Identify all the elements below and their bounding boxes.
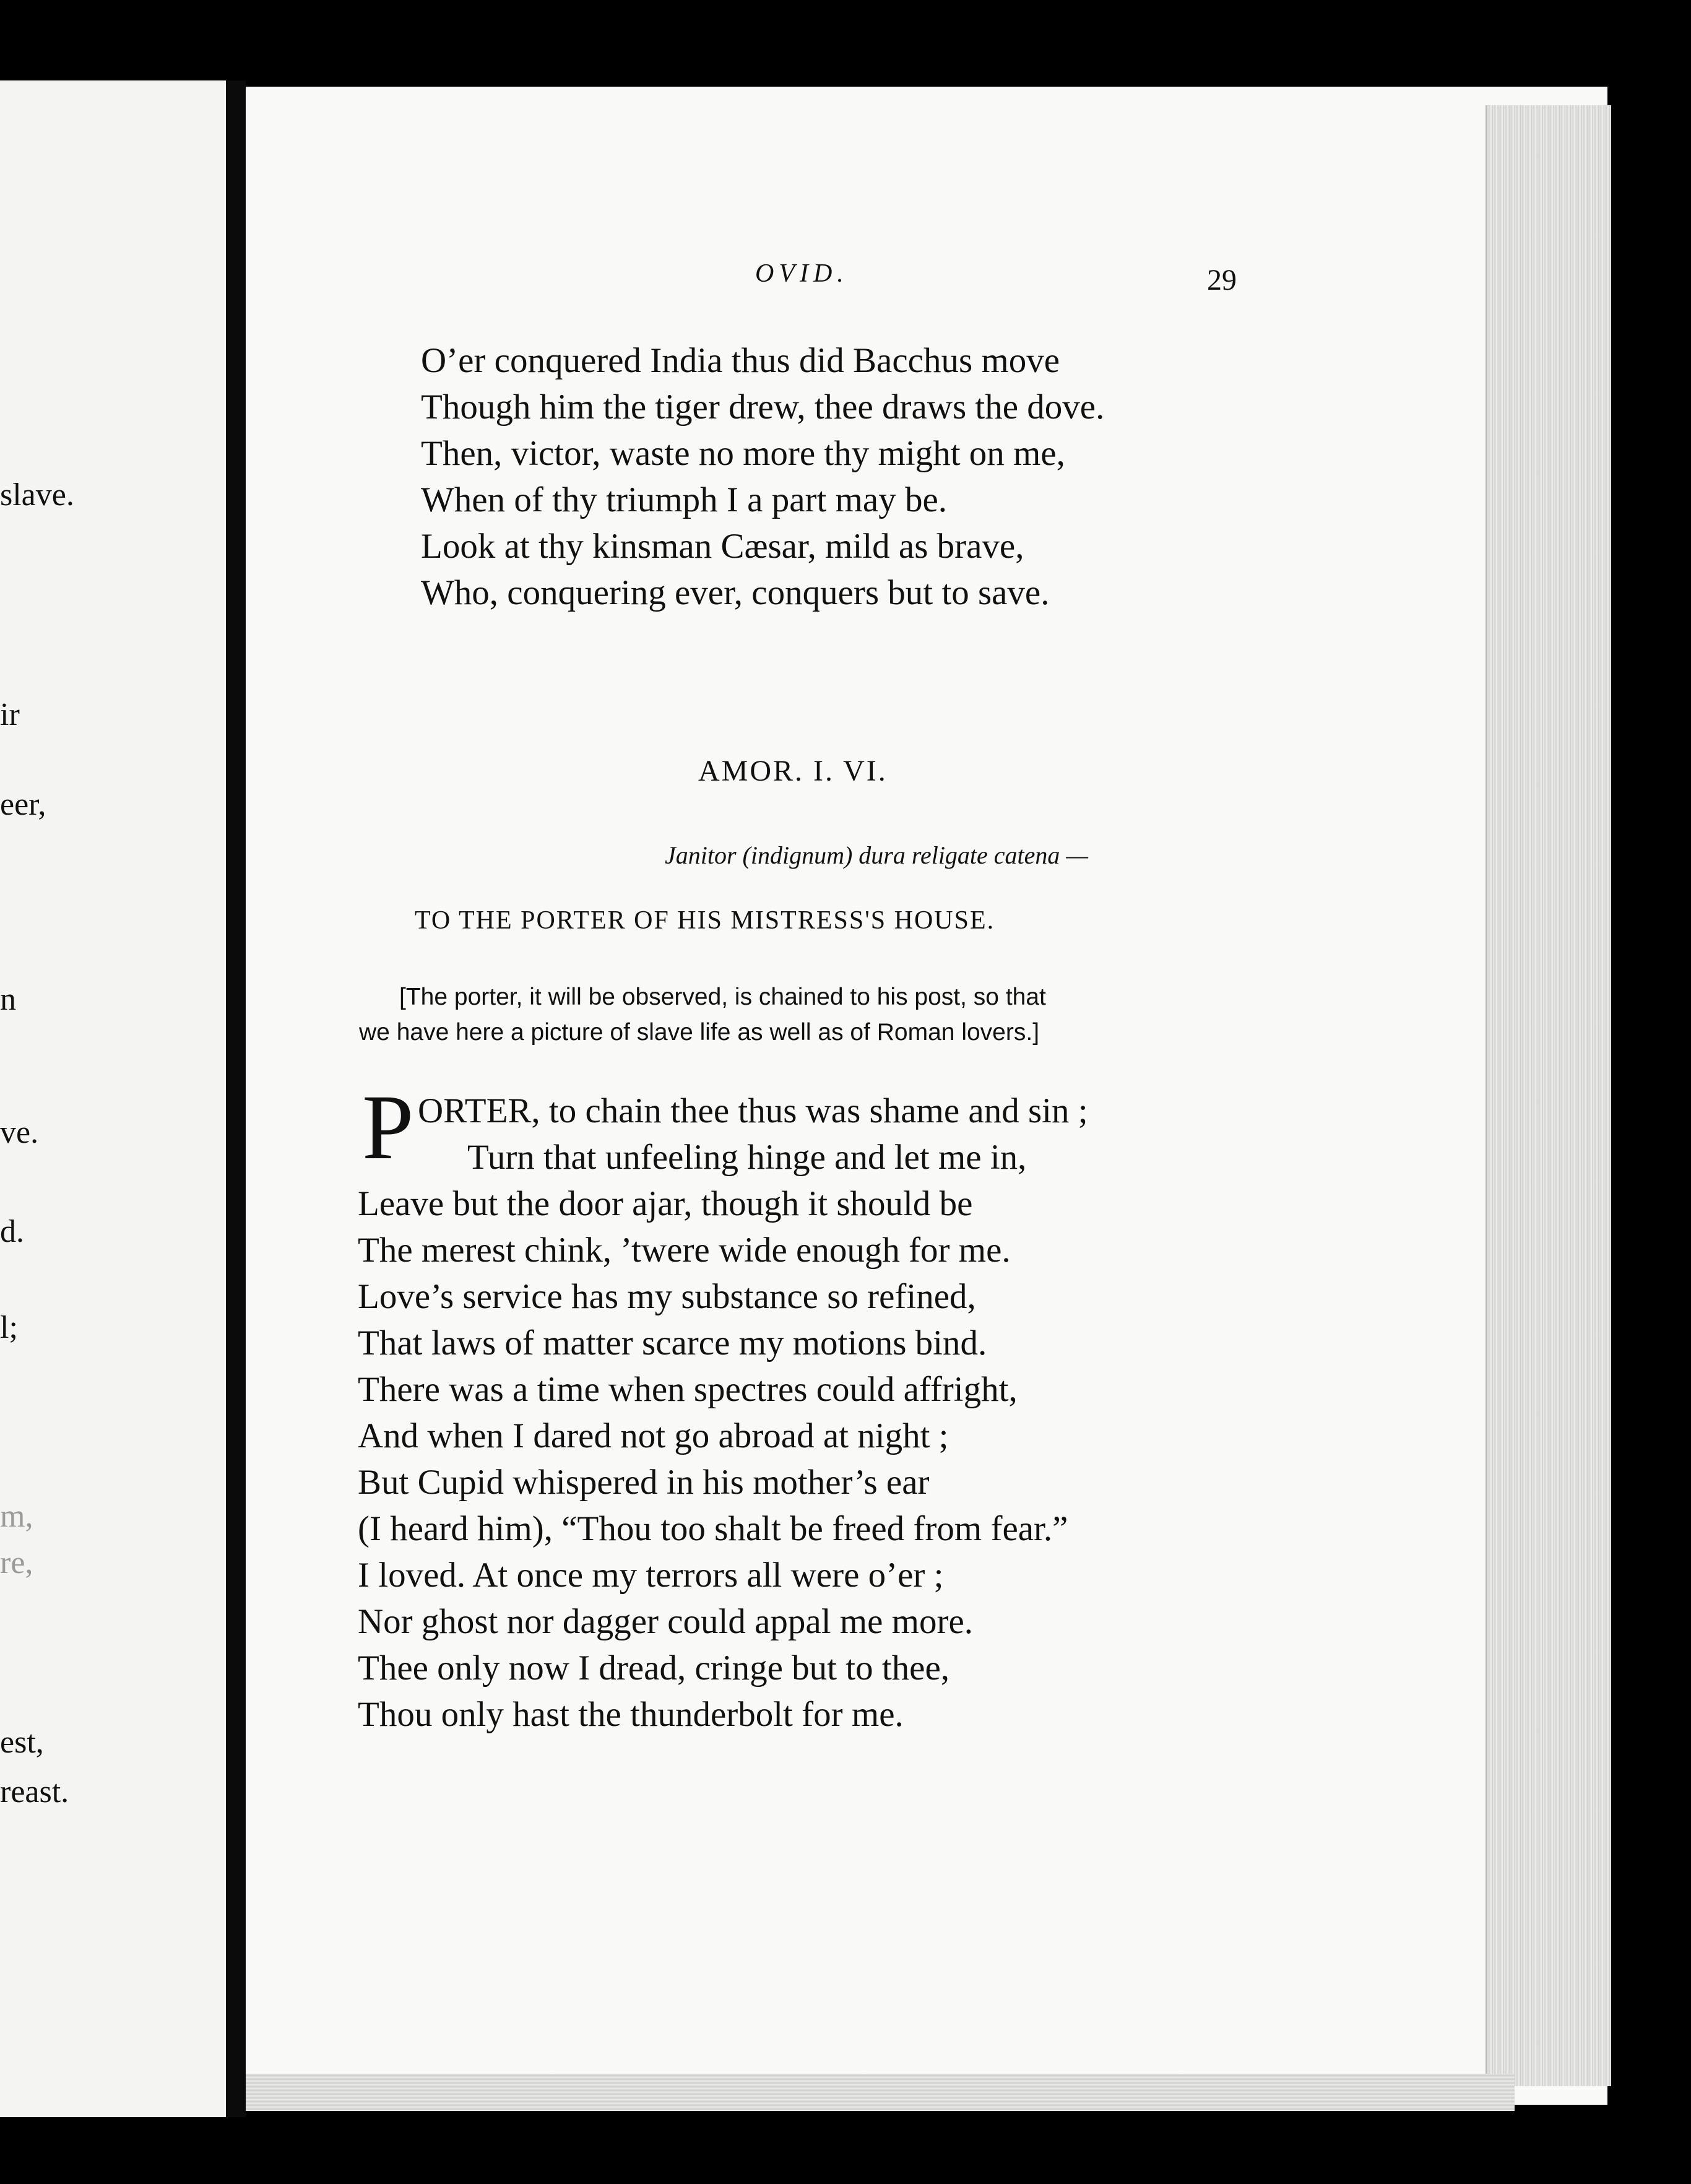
left-page-fragment: eer, [0,787,46,822]
running-title: OVID. [755,259,849,288]
poem-title: AMOR. I. VI. [698,755,888,787]
verse-line: O’er conquered India thus did Bacchus move [421,341,1060,380]
poem-heading: TO THE PORTER OF HIS MISTRESS'S HOUSE. [415,906,995,935]
page-bottom-edge [246,2074,1515,2111]
book-spine [226,80,246,2117]
verse-line: Leave but the door ajar, though it should be [358,1184,973,1223]
verse-line: Though him the tiger drew, thee draws the dove. [421,388,1105,427]
verse-line: Thou only hast the thunderbolt for me. [358,1695,904,1734]
top-verse [421,337,1104,616]
left-page-fragment: re, [0,1545,33,1580]
verse-line: Turn that unfeeling hinge and let me in, [467,1138,1027,1177]
verse-line: Thee only now I dread, cringe but to thee, [358,1649,950,1688]
note-line: [The porter, it will be observed, is chained to his post, so that [399,984,1046,1010]
verse-line: Love’s service has my substance so refined, [358,1277,976,1316]
left-page-fragment: est, [0,1725,44,1760]
verse-line: ORTER, to chain thee thus was shame and sin ; [418,1091,1088,1130]
verse-line: When of thy triumph I a part may be. [421,480,947,519]
page-fore-edge [1486,105,1611,2086]
left-page-fragment: l; [0,1310,18,1345]
editorial-note [359,979,1238,1050]
poem-epigraph: Janitor (indignum) dura religate catena — [665,841,1088,869]
left-page-fragment: n [0,982,16,1017]
left-page-fragment: d. [0,1214,24,1249]
left-page [0,80,230,2117]
verse-line: Look at thy kinsman Cæsar, mild as brave, [421,527,1024,566]
verse-line: And when I dared not go abroad at night ; [358,1416,949,1455]
left-page-fragment: m, [0,1499,33,1534]
verse-line: Then, victor, waste no more thy might on me, [421,434,1065,473]
verse-line: Who, conquering ever, conquers but to save. [421,573,1050,612]
note-line: we have here a picture of slave life as well as of Roman lovers.] [359,1019,1040,1046]
left-page-fragment: slave. [0,477,74,513]
main-verse [358,1181,1068,1738]
verse-line: There was a time when spectres could affright, [358,1370,1018,1409]
left-page-fragment: ir [0,697,20,732]
verse-line: The merest chink, ’twere wide enough for me. [358,1231,1011,1270]
page-number: 29 [1207,264,1237,297]
verse-line: That laws of matter scarce my motions bind. [358,1324,987,1363]
left-page-fragment: reast. [0,1774,69,1809]
verse-line: (I heard him), “Thou too shalt be freed from fear.” [358,1509,1068,1548]
left-page-fragment: ve. [0,1115,39,1150]
drop-cap: P [362,1076,414,1179]
verse-line: But Cupid whispered in his mother’s ear [358,1463,930,1502]
verse-line: I loved. At once my terrors all were o’er ; [358,1556,944,1595]
verse-line: Nor ghost nor dagger could appal me more. [358,1602,974,1641]
